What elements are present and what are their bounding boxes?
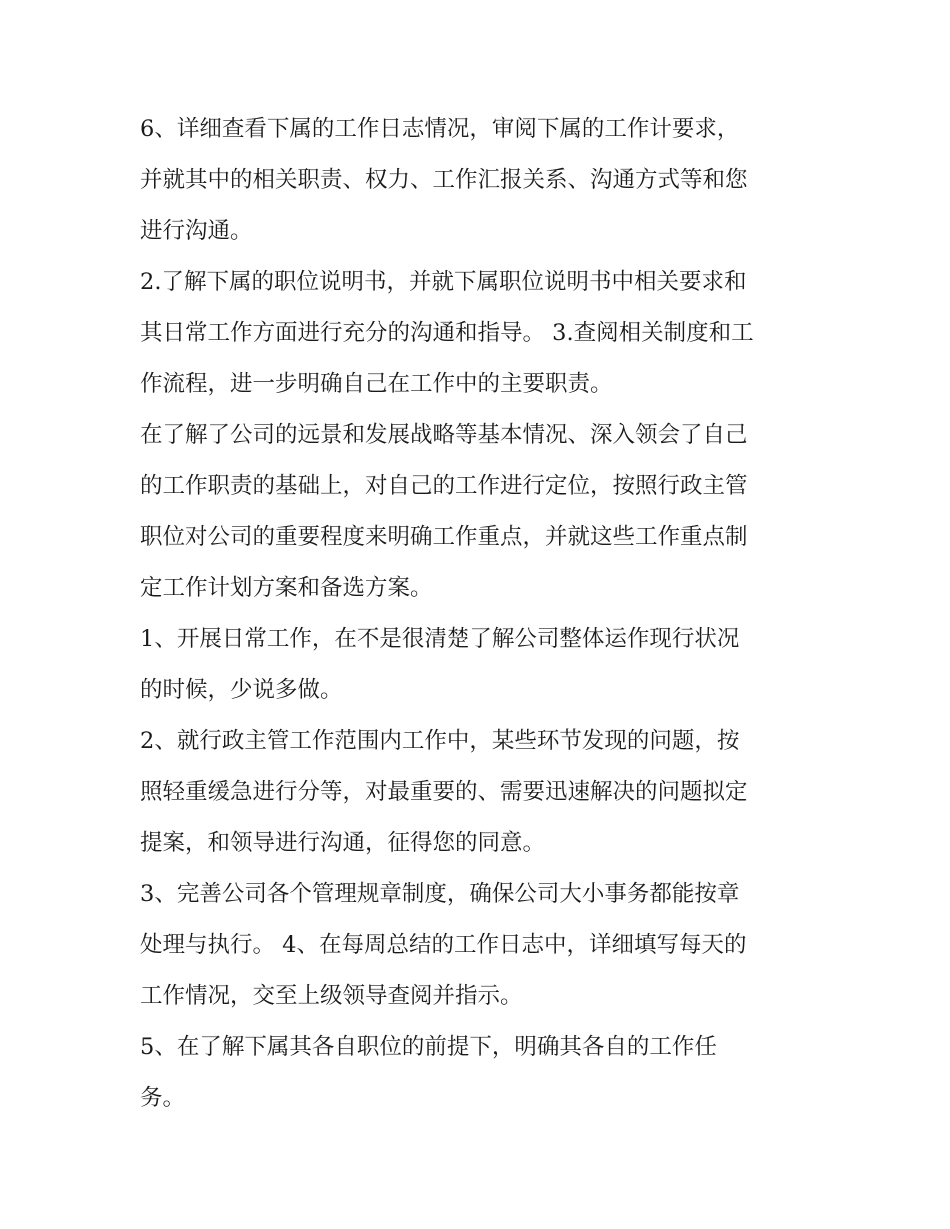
text-line: 工作情况，交至上级领导查阅并指示。 [140,983,523,1009]
text-line: 3、完善公司各个管理规章制度，确保公司大小事务都能按章 [140,881,740,907]
text-line: 职位对公司的重要程度来明确工作重点，并就这些工作重点制 [140,524,748,550]
text-line: 务。 [140,1085,186,1111]
text-line: 2、就行政主管工作范围内工作中，某些环节发现的问题，按 [140,728,740,754]
text-line: 进行沟通。 [140,218,253,244]
text-line: 定工作计划方案和备选方案。 [140,575,433,601]
document-body [140,104,820,1124]
paragraph-positioning [140,410,820,614]
text-line: 照轻重缓急进行分等，对最重要的、需要迅速解决的问题拟定 [140,779,748,805]
paragraph-subordinate-tasks [140,1022,820,1124]
text-line: 2.了解下属的职位说明书，并就下属职位说明书中相关要求和 [140,269,747,295]
text-line: 其日常工作方面进行充分的沟通和指导。 3.查阅相关制度和工 [140,320,754,346]
paragraph-regulations [140,869,820,1022]
text-line: 在了解了公司的远景和发展战略等基本情况、深入领会了自己 [140,422,748,448]
text-line: 作流程，进一步明确自己在工作中的主要职责。 [140,371,613,397]
text-line: 提案，和领导进行沟通，征得您的同意。 [140,830,546,856]
paragraph-job-description [140,257,820,410]
text-line: 1、开展日常工作，在不是很清楚了解公司整体运作现行状况 [140,626,740,652]
text-line: 的时候，少说多做。 [140,677,343,703]
text-line: 处理与执行。 4、在每周总结的工作日志中，详细填写每天的 [140,932,747,958]
paragraph-daily-work [140,614,820,716]
text-line: 6、详细查看下属的工作日志情况，审阅下属的工作计要求， [140,116,740,142]
text-line: 5、在了解下属其各自职位的前提下，明确其各自的工作任 [140,1034,717,1060]
text-line: 的工作职责的基础上，对自己的工作进行定位，按照行政主管 [140,473,748,499]
paragraph-problem-priority [140,716,820,869]
paragraph-subordinate-log-review [140,104,820,257]
text-line: 并就其中的相关职责、权力、工作汇报关系、沟通方式等和您 [140,167,748,193]
